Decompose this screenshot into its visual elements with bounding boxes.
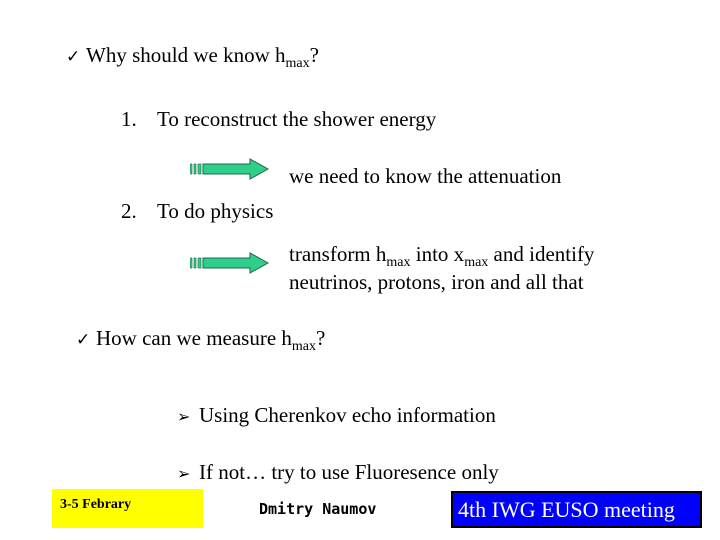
- arrowhead-bullet-icon: ➢: [177, 407, 191, 426]
- method-text: If not… try to use Fluoresence only: [199, 460, 499, 484]
- method-text: Using Cherenkov echo information: [199, 403, 496, 427]
- result-sub1: max: [386, 255, 411, 270]
- footer-author: Dmitry Naumov: [259, 500, 377, 518]
- result-part2: into x: [410, 242, 465, 266]
- result-part3: and identify: [488, 242, 595, 266]
- result-part1: transform h: [289, 242, 387, 266]
- checkmark-icon: ✓: [66, 47, 81, 67]
- q2-prefix: How can we measure h: [96, 326, 292, 350]
- right-arrow-icon: [190, 158, 270, 180]
- list-item-2-result-line1: [289, 241, 595, 270]
- list-item-2-number: 2.: [121, 199, 137, 223]
- question-why-hmax: [66, 42, 319, 70]
- method-item-fluoresence: [177, 459, 499, 487]
- list-item-1-result: we need to know the attenuation: [289, 164, 562, 188]
- list-item-1: [121, 106, 436, 132]
- result-sub2: max: [464, 255, 489, 270]
- q1-prefix: Why should we know h: [86, 43, 286, 67]
- list-item-2-result-line2: neutrinos, protons, iron and all that: [289, 270, 584, 294]
- footer-date: 3-5 Febrary: [52, 489, 203, 528]
- arrowhead-bullet-icon: ➢: [177, 464, 191, 483]
- right-arrow-icon: [190, 252, 270, 274]
- list-item-2: [121, 198, 273, 224]
- method-item-cherenkov: [177, 402, 496, 430]
- checkmark-icon: ✓: [76, 330, 91, 350]
- q2-sub: max: [291, 339, 317, 354]
- q1-suffix: ?: [309, 43, 319, 67]
- list-item-1-number: 1.: [121, 107, 137, 131]
- footer-meeting: 4th IWG EUSO meeting: [451, 491, 702, 528]
- list-item-2-text: To do physics: [157, 199, 274, 223]
- q1-sub: max: [285, 56, 310, 71]
- question-how-measure-hmax: [76, 325, 325, 353]
- q2-suffix: ?: [316, 326, 326, 350]
- list-item-1-text: To reconstruct the shower energy: [157, 107, 437, 131]
